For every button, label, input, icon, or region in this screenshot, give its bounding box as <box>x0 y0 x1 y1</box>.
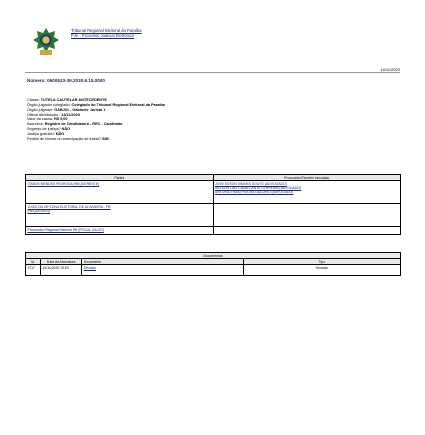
doc-col-data: Data da Assinatura <box>41 259 82 265</box>
doc-id: 2717 <box>26 265 41 276</box>
meta-valor: Valor da causa: R$ 0,00 <box>27 117 68 122</box>
lawyer-link[interactable]: NELSON LUIS CAVALCANTE FERREIRA (ADVOGADO) <box>215 185 302 190</box>
header-date: 14/11/2020 <box>380 67 400 72</box>
court-name <box>71 29 142 38</box>
parts-table <box>25 174 401 235</box>
court-line-1: Tribunal Regional Eleitoral da Paraíba <box>71 28 142 33</box>
header-divider <box>25 72 400 73</box>
lawyer-link[interactable]: ANTONIO FABIO ROCHA GALDINO (ADVOGADO) <box>215 189 294 194</box>
doc-date: 14/11/2020 19:53 <box>41 265 82 276</box>
procurador-col-header: Procurador/Terceiro vinculado <box>213 175 401 181</box>
court-line-2: PJe - Processo Judicial Eletrônico <box>71 32 135 38</box>
empty-cell <box>213 227 401 235</box>
meta-orgao: Órgão julgador: GABJ01 - Gabinete Jurista 1 <box>27 107 106 112</box>
meta-classe: Classe: TUTELA CAUTELAR ANTECEDENTE <box>27 98 107 102</box>
party-link[interactable]: JUIZO DA 28ª ZONA ELEITORAL DE ALHANDRA - PB <box>27 204 111 209</box>
documents-title: Documentos <box>26 253 401 259</box>
party-cell <box>26 204 214 227</box>
doc-link[interactable]: Decisão <box>83 265 96 270</box>
empty-cell <box>213 204 401 227</box>
party-cell <box>26 227 214 235</box>
party-link[interactable]: Procurador Regional Eleitoral PB (FISCAL DA LEI) <box>27 227 104 232</box>
document-header <box>33 27 393 61</box>
parts-col-header: Partes <box>26 175 214 181</box>
numero-value: 0600523-39.2020.6.15.0000 <box>47 78 105 83</box>
doc-type: Decisão <box>243 265 401 276</box>
meta-distribuicao: Última distribuição : 14/11/2020 <box>27 112 80 117</box>
party-cell <box>26 181 214 204</box>
meta-orgao-colegiado: Órgão julgador colegiado: Colegiado do Tribunal Regional Eleitoral da Paraíba <box>27 102 165 107</box>
meta-assuntos: Assuntos: Registro de Candidatura - RRC - Candidato <box>27 122 123 127</box>
party-role[interactable]: (REQUERIDO) <box>27 208 51 213</box>
process-number <box>27 78 105 83</box>
doc-col-tipo: Tipo <box>243 259 401 265</box>
doc-name-cell <box>82 265 243 276</box>
meta-pedido-liminar: Pedido de liminar ou antecipação de tutela? SIM <box>27 136 109 141</box>
meta-justica-gratuita: Justiça gratuita? NÃO <box>27 131 65 136</box>
process-metadata <box>27 98 165 142</box>
documents-table <box>25 252 401 276</box>
doc-col-documento: Documento <box>82 259 243 265</box>
doc-col-id: Id. <box>26 259 41 265</box>
party-link[interactable]: ITABOS MENDES PEDROSA (REQUERENTE) <box>27 181 100 186</box>
lawyers-cell <box>213 181 401 204</box>
lawyer-link[interactable]: JOSE EDSON SIMOES SOUTO (ADVOGADO) <box>215 181 287 186</box>
meta-segredo: Segredo de justiça? NÃO <box>27 127 71 132</box>
numero-label: Número: <box>27 78 46 83</box>
brasao-logo-icon <box>33 27 59 57</box>
